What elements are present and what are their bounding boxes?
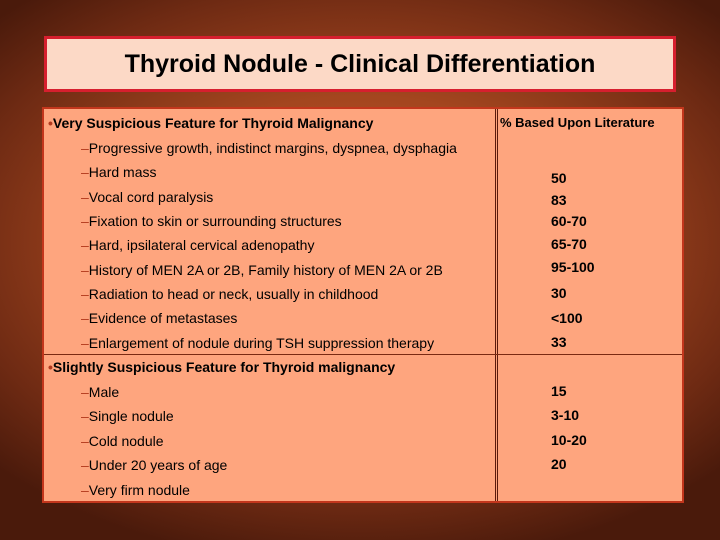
bullet-icon: •: [48, 359, 53, 375]
dash-icon: –: [81, 237, 89, 253]
dash-icon: –: [81, 262, 89, 278]
row-label: History of MEN 2A or 2B, Family history of MEN 2A or 2B: [88, 262, 443, 278]
dash-icon: –: [81, 433, 89, 449]
table-row: [44, 286, 682, 310]
dash-icon: –: [81, 310, 89, 326]
dash-icon: –: [81, 140, 89, 156]
row-value: 10-20: [551, 432, 587, 448]
dash-icon: –: [81, 384, 89, 400]
table-row: [44, 408, 682, 432]
row-label: Enlargement of nodule during TSH suppression therapy: [88, 335, 435, 351]
row-value: <100: [551, 310, 583, 326]
table-row: [44, 213, 682, 237]
dash-icon: –: [81, 286, 89, 302]
table-row: [44, 259, 682, 286]
row-label: Evidence of metastases: [88, 310, 238, 326]
section-heading-very-suspicious: [44, 115, 682, 139]
row-label: Fixation to skin or surrounding structures: [88, 213, 342, 229]
row-value: 95-100: [551, 259, 595, 275]
title-box: [44, 36, 676, 92]
table-row: [44, 164, 682, 188]
row-value: 50: [551, 170, 567, 186]
row-value: 3-10: [551, 407, 580, 423]
slide-title: Thyroid Nodule - Clinical Differentiation: [124, 49, 596, 78]
dash-icon: –: [81, 213, 89, 229]
section-heading-slightly-suspicious: [44, 359, 682, 383]
table-row: [44, 335, 682, 359]
column-header-percent: % Based Upon Literature: [500, 115, 655, 130]
row-label: Hard, ipsilateral cervical adenopathy: [88, 237, 315, 253]
dash-icon: –: [81, 408, 89, 424]
table-row: [44, 189, 682, 213]
row-value: 33: [551, 334, 567, 350]
dash-icon: –: [81, 482, 89, 498]
row-label: Under 20 years of age: [88, 457, 228, 473]
table-row: [44, 482, 682, 506]
row-label: Progressive growth, indistinct margins, dyspnea, dysphagia: [88, 140, 457, 156]
row-label: Single nodule: [88, 408, 174, 424]
row-label: Very firm nodule: [88, 482, 190, 498]
section-heading-label: Slightly Suspicious Feature for Thyroid malignancy: [52, 359, 396, 375]
row-value: 20: [551, 456, 567, 472]
row-value: 30: [551, 285, 567, 301]
table-row: [44, 457, 682, 481]
dash-icon: –: [81, 164, 89, 180]
row-value: 15: [551, 383, 567, 399]
row-value: 65-70: [551, 236, 587, 252]
row-value: 83: [551, 192, 567, 208]
row-label: Cold nodule: [88, 433, 164, 449]
table-row: [44, 433, 682, 457]
table-row: [44, 237, 682, 261]
dash-icon: –: [81, 335, 89, 351]
bullet-icon: •: [48, 115, 53, 131]
dash-icon: –: [81, 189, 89, 205]
row-label: Radiation to head or neck, usually in childhood: [88, 286, 379, 302]
row-label: Hard mass: [88, 164, 157, 180]
dash-icon: –: [81, 457, 89, 473]
row-label: Male: [88, 384, 120, 400]
feature-table: [42, 107, 684, 503]
table-row: [44, 140, 682, 164]
table-row: [44, 310, 682, 334]
table-row: [44, 384, 682, 408]
section-heading-label: Very Suspicious Feature for Thyroid Malignancy: [52, 115, 374, 131]
row-value: 60-70: [551, 213, 587, 229]
row-label: Vocal cord paralysis: [88, 189, 214, 205]
